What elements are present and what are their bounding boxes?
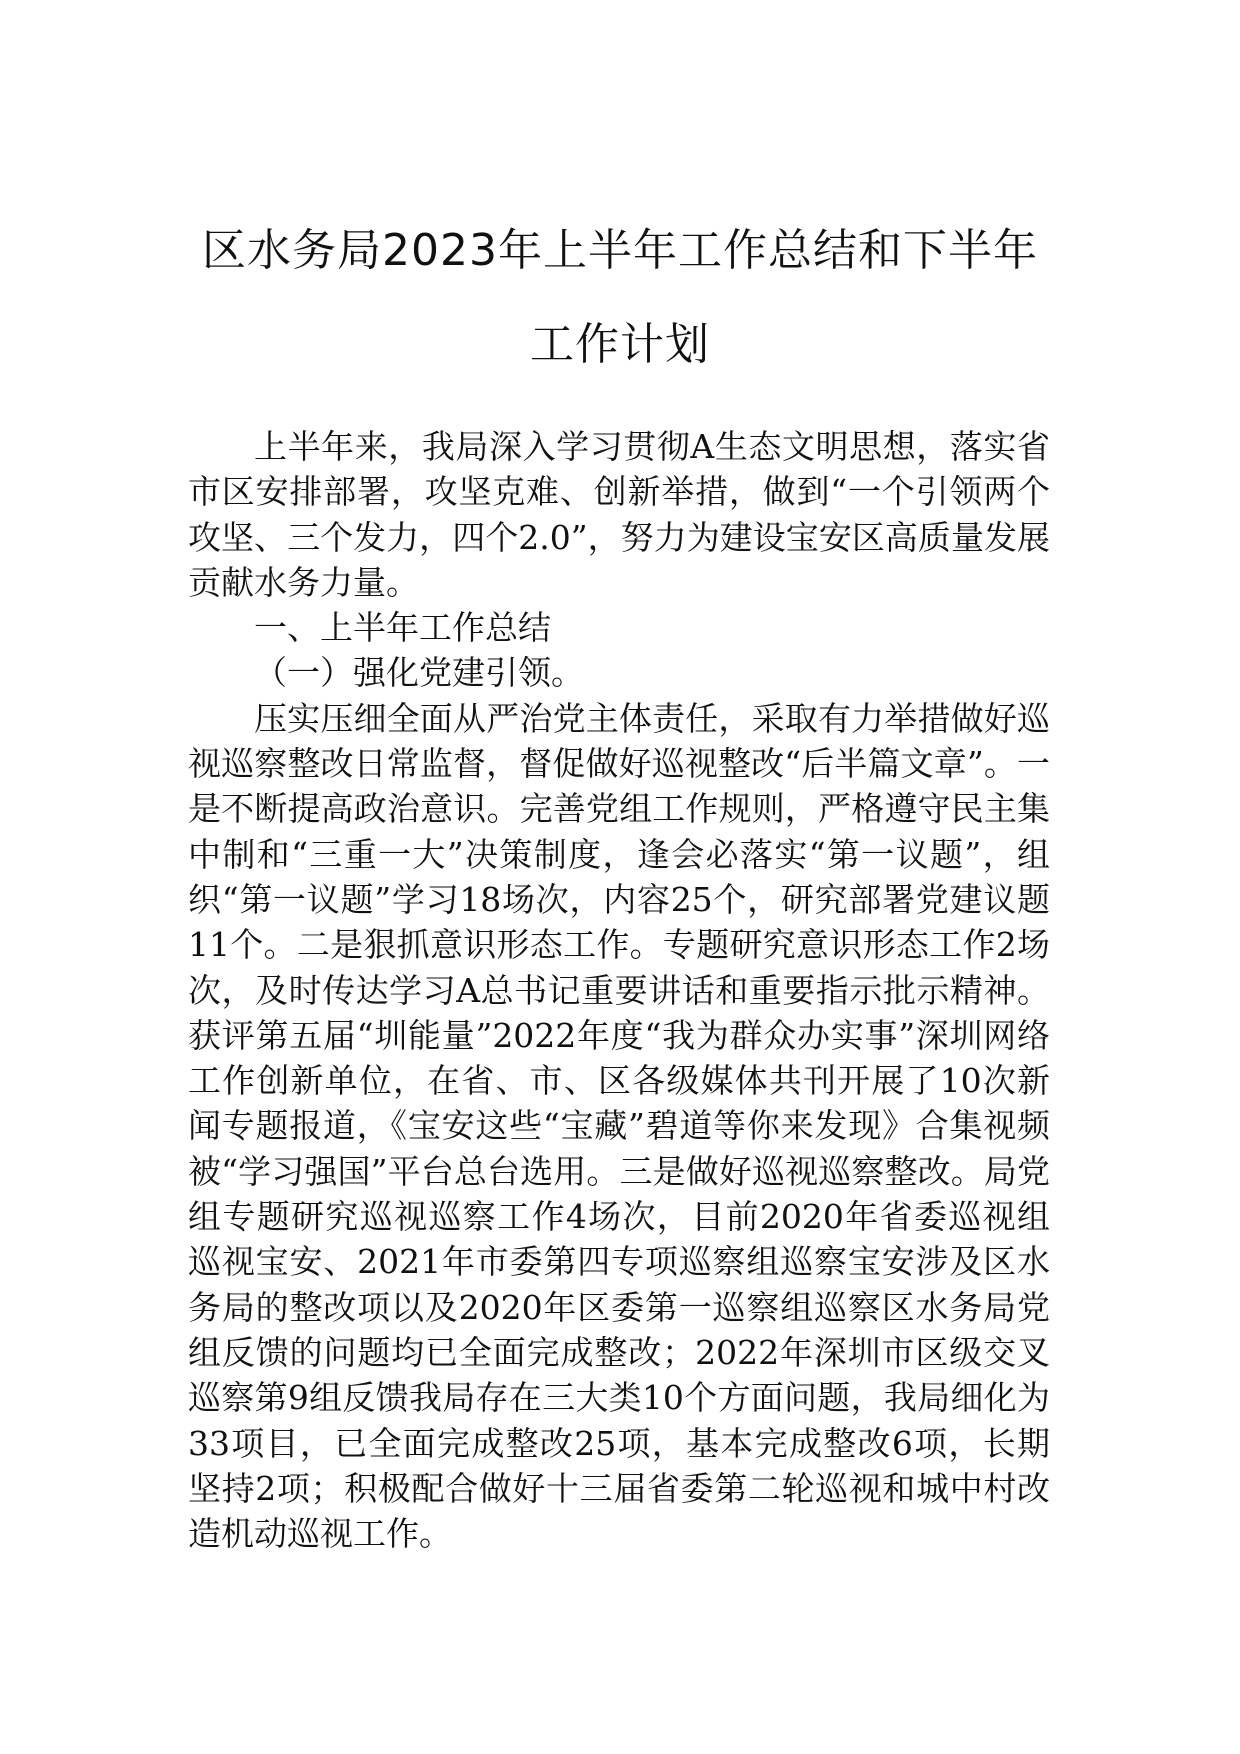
document-title-line-2: 工作计划 (530, 319, 710, 370)
body-paragraph: 压实压细全面从严治党主体责任，采取有力举措做好巡视巡察整改日常监督，督促做好巡视整改“后半篇文章”。一是不断提高政治意识。完善党组工作规则，严格遵守民主集中制和“三重一大”决策制度，逢会必落实“第一议题”，组织“第一议题”学习18场次，内容25个，研究部署党建议题11个。二是狠抓意识形态工作。专题研究意识形态工作2场次，及时传达学习A总书记重要讲话和重要指示批示精神。获评第五届“圳能量”2022年度“我为群众办实事”深圳网络工作创新单位，在省、市、区各级媒体共刊开展了10次新闻专题报道，《宝安这些“宝藏”碧道等你来发现》合集视频被“学习强国”平台总台选用。三是做好巡视巡察整改。局党组专题研究巡视巡察工作4场次，目前2020年省委巡视组巡视宝安、2021年市委第四专项巡察组巡察宝安涉及区水务局的整改项以及2020年区委第一巡察组巡察区水务局党组反馈的问题均已全面完成整改；2022年深圳市区级交叉巡察第9组反馈我局存在三大类10个方面问题，我局细化为33项目，已全面完成整改25项，基本完成整改6项，长期坚持2项；积极配合做好十三届省委第二轮巡视和城中村改造机动巡视工作。 (188, 698, 1050, 1554)
section-heading: 一、上半年工作总结 (254, 608, 551, 648)
intro-paragraph: 上半年来，我局深入学习贯彻A生态文明思想，落实省市区安排部署，攻坚克难、创新举措，做到“一个引领两个攻坚、三个发力，四个2.0”，努力为建设宝安区高质量发展贡献水务力量。 (188, 427, 1050, 602)
document-body (188, 424, 1050, 1556)
subsection-heading: （一）强化党建引领。 (254, 653, 584, 693)
document-title-line-1: 区水务局2023年上半年工作总结和下半年 (202, 225, 1038, 276)
